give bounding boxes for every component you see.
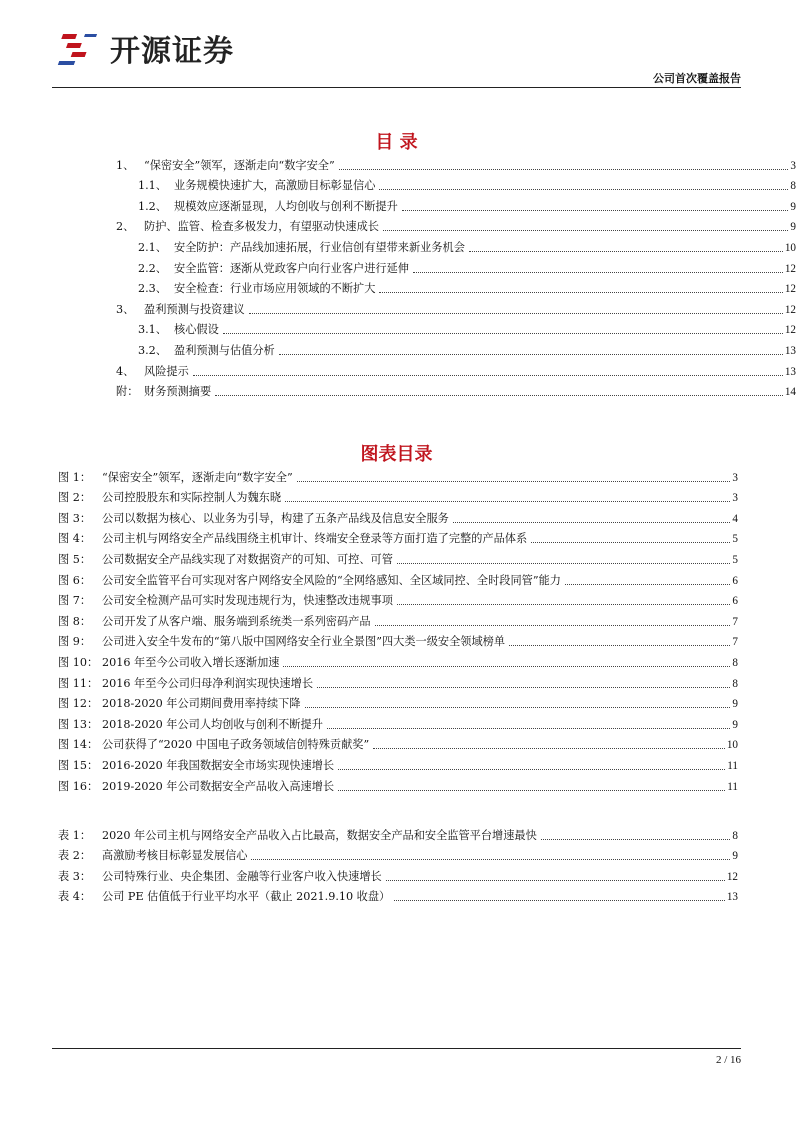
toc-entry[interactable] [116, 337, 796, 358]
entry-label [58, 532, 529, 546]
entry-number: 图 9： [58, 635, 92, 649]
entry-page: 5 [732, 553, 738, 566]
entry-label [116, 344, 277, 358]
entry-number: 图 13： [58, 717, 99, 731]
entry-page: 13 [784, 344, 796, 357]
entry-text: 安全监管：逐渐从党政客户向行业客户进行延伸 [174, 261, 409, 275]
entry-text: 防护、监管、检查多极发力，有望驱动快速成长 [144, 220, 379, 234]
entry-page: 8 [732, 656, 738, 669]
list-entry[interactable] [58, 485, 738, 506]
entry-text: 安全检查：行业市场应用领域的不断扩大 [174, 282, 376, 296]
entry-number: 4、 [116, 364, 135, 378]
table-list [58, 822, 738, 904]
entry-page: 11 [727, 780, 738, 793]
entry-text: 公司进入安全牛发布的“第八版中国网络安全行业全景图”四大类一级安全领域榜单 [102, 635, 506, 649]
entry-page: 10 [726, 739, 738, 752]
entry-label [116, 262, 411, 276]
entry-label [58, 829, 539, 843]
dot-leader [338, 790, 725, 791]
entry-label [58, 594, 395, 608]
dot-leader [223, 333, 783, 334]
dot-leader [565, 584, 730, 585]
entry-label [58, 471, 295, 485]
dot-leader [453, 522, 731, 523]
entry-label [116, 365, 191, 379]
entry-number: 图 8： [58, 614, 92, 628]
entry-page: 9 [790, 221, 796, 234]
dot-leader [383, 230, 788, 231]
entry-label [58, 718, 325, 732]
entry-page: 9 [732, 718, 738, 731]
dot-leader [386, 880, 725, 881]
dot-leader [541, 839, 731, 840]
entry-number: 图 11： [58, 676, 99, 690]
toc-entry[interactable] [116, 358, 796, 379]
dot-leader [469, 251, 783, 252]
list-entry[interactable] [58, 732, 738, 753]
list-entry[interactable] [58, 464, 738, 485]
entry-number: 3.1、 [138, 323, 167, 337]
entry-page: 4 [732, 512, 738, 525]
entry-page: 8 [732, 829, 738, 842]
dot-leader [379, 189, 788, 190]
entry-number: 1.1、 [138, 179, 167, 193]
list-entry[interactable] [58, 863, 738, 884]
entry-label [58, 890, 392, 904]
page-header [0, 0, 793, 90]
dot-leader [402, 210, 789, 211]
entry-text: 公司特殊行业、央企集团、金融等行业客户收入快速增长 [102, 869, 382, 883]
entry-text: “保密安全”领军，逐渐走向“数字安全” [144, 158, 335, 172]
toc-title: 目 录 [375, 132, 418, 153]
list-entry[interactable] [58, 608, 738, 629]
list-entry[interactable] [58, 884, 738, 905]
entry-number: 3.2、 [138, 343, 167, 357]
entry-label [58, 656, 281, 670]
entry-label [58, 615, 373, 629]
entry-text: 业务规模快速扩大，高激励目标彰显信心 [174, 179, 376, 193]
entry-label [58, 574, 563, 588]
dot-leader [413, 272, 783, 273]
entry-label [58, 553, 395, 567]
entry-number: 表 3： [58, 869, 92, 883]
entry-label [58, 780, 336, 794]
entry-page: 6 [732, 595, 738, 608]
list-entry[interactable] [58, 843, 738, 864]
dot-leader [509, 645, 730, 646]
entry-page: 3 [732, 471, 738, 484]
entry-text: 规模效应逐渐显现，人均创收与创利不断提升 [174, 199, 398, 213]
dot-leader [373, 748, 725, 749]
entry-number: 图 16： [58, 779, 99, 793]
entry-page: 9 [732, 698, 738, 711]
entry-page: 7 [732, 615, 738, 628]
brand-logo [62, 26, 234, 70]
entry-text: 2020 年公司主机与网络安全产品收入占比最高，数据安全产品和安全监管平台增速最快 [102, 828, 537, 842]
toc-entry[interactable] [116, 214, 796, 235]
dot-leader [297, 481, 731, 482]
entry-number: 表 2： [58, 849, 92, 863]
toc-entry[interactable] [116, 173, 796, 194]
entry-label [58, 677, 315, 691]
entry-text: 风险提示 [144, 364, 189, 378]
entry-page: 12 [784, 303, 796, 316]
toc-entry[interactable] [116, 255, 796, 276]
entry-number: 图 12： [58, 697, 99, 711]
entry-text: 财务预测摘要 [144, 385, 212, 399]
entry-number: 表 4： [58, 890, 92, 904]
entry-text: 2016-2020 年我国数据安全市场实现快速增长 [102, 758, 335, 772]
entry-number: 图 10： [58, 655, 99, 669]
list-entry[interactable] [58, 822, 738, 843]
entry-number: 图 1： [58, 470, 92, 484]
header-divider [52, 87, 741, 88]
entry-text: 公司控股股东和实际控制人为魏东晓 [102, 491, 282, 505]
list-entry[interactable] [58, 711, 738, 732]
dot-leader [397, 604, 731, 605]
entry-page: 14 [784, 386, 796, 399]
entry-label [116, 323, 221, 337]
entry-text: 公司主机与网络安全产品线围绕主机审计、终端安全登录等方面打造了完整的产品体系 [102, 532, 528, 546]
entry-number: 图 7： [58, 594, 92, 608]
entry-label [116, 241, 467, 255]
entry-text: 公司开发了从客户端、服务端到系统类一系列密码产品 [102, 614, 371, 628]
dot-leader [283, 666, 730, 667]
entry-page: 9 [790, 200, 796, 213]
entry-number: 1、 [116, 158, 135, 172]
entry-text: 安全防护：产品线加速拓展，行业信创有望带来新业务机会 [174, 240, 465, 254]
entry-number: 图 15： [58, 758, 99, 772]
entry-page: 9 [732, 850, 738, 863]
entry-text: 公司安全监管平台可实现对客户网络安全风险的“全网络感知、全区域同控、全时段同管”能力 [102, 573, 561, 587]
dot-leader [279, 354, 783, 355]
entry-text: 公司 PE 估值低于行业平均水平（截止 2021.9.10 收盘） [102, 890, 391, 904]
report-type: 公司首次覆盖报告 [653, 72, 741, 85]
entry-number: 图 14： [58, 738, 99, 752]
page-number: 2 / 16 [715, 1054, 741, 1066]
brand-logo-mark-icon [62, 26, 106, 70]
entry-label [58, 635, 507, 649]
dot-leader [215, 395, 783, 396]
entry-page: 10 [784, 241, 796, 254]
list-entry[interactable] [58, 526, 738, 547]
dot-leader [249, 313, 783, 314]
dot-leader [305, 707, 731, 708]
entry-number: 图 2： [58, 491, 92, 505]
entry-label [116, 282, 377, 296]
dot-leader [394, 900, 725, 901]
entry-text: 2016 年至今公司归母净利润实现快速增长 [102, 676, 314, 690]
dot-leader [317, 687, 730, 688]
dot-leader [531, 542, 730, 543]
toc-entry[interactable] [116, 379, 796, 400]
entry-number: 图 6： [58, 573, 92, 587]
list-entry[interactable] [58, 505, 738, 526]
entry-number: 2.3、 [138, 282, 167, 296]
dot-leader [375, 625, 731, 626]
list-entry[interactable] [58, 773, 738, 794]
toc-list [58, 152, 796, 399]
entry-label [58, 512, 451, 526]
entry-page: 11 [727, 759, 738, 772]
entry-label [58, 697, 303, 711]
list-entry[interactable] [58, 629, 738, 650]
entry-text: “保密安全”领军，逐渐走向“数字安全” [102, 470, 293, 484]
dot-leader [285, 501, 730, 502]
dot-leader [251, 859, 730, 860]
entry-text: 公司安全检测产品可实时发现违规行为，快速整改违规事项 [102, 594, 393, 608]
toc-entry[interactable] [116, 317, 796, 338]
figure-list [58, 464, 738, 794]
entry-page: 8 [790, 180, 796, 193]
entry-page: 12 [784, 324, 796, 337]
list-entry[interactable] [58, 670, 738, 691]
entry-text: 公司获得了“2020 中国电子政务领域信创特殊贡献奖” [102, 738, 370, 752]
footer-divider [52, 1048, 741, 1049]
dot-leader [338, 769, 725, 770]
dot-leader [193, 375, 783, 376]
entry-number: 1.2、 [138, 199, 167, 213]
entry-text: 2018-2020 年公司期间费用率持续下降 [102, 697, 301, 711]
brand-name: 开源证券 [110, 34, 234, 69]
entry-page: 6 [732, 574, 738, 587]
entry-page: 12 [726, 870, 738, 883]
entry-page: 12 [784, 283, 796, 296]
entry-label [116, 220, 381, 234]
toc-entry[interactable] [116, 296, 796, 317]
list-entry[interactable] [58, 546, 738, 567]
entry-label [116, 179, 377, 193]
entry-number: 图 3： [58, 511, 92, 525]
entry-page: 7 [732, 636, 738, 649]
list-entry[interactable] [58, 752, 738, 773]
entry-page: 8 [732, 677, 738, 690]
entry-number: 附： [116, 385, 139, 399]
entry-label [58, 491, 283, 505]
entry-number: 3、 [116, 302, 135, 316]
entry-text: 2018-2020 年公司人均创收与创利不断提升 [102, 717, 323, 731]
entry-page: 5 [732, 533, 738, 546]
entry-page: 3 [790, 159, 796, 172]
dot-leader [339, 169, 789, 170]
entry-text: 盈利预测与估值分析 [174, 343, 275, 357]
entry-number: 图 5： [58, 552, 92, 566]
list-entry[interactable] [58, 649, 738, 670]
dot-leader [397, 563, 731, 564]
entry-page: 13 [784, 365, 796, 378]
entry-text: 2016 年至今公司收入增长逐渐加速 [102, 655, 280, 669]
toc-entry[interactable] [116, 193, 796, 214]
entry-number: 2.2、 [138, 261, 167, 275]
list-entry[interactable] [58, 588, 738, 609]
entry-number: 表 1： [58, 828, 92, 842]
entry-label [58, 849, 249, 863]
list-entry[interactable] [58, 567, 738, 588]
toc-entry[interactable] [116, 152, 796, 173]
entry-text: 公司数据安全产品线实现了对数据资产的可知、可控、可管 [102, 552, 393, 566]
entry-text: 公司以数据为核心、以业务为引导，构建了五条产品线及信息安全服务 [102, 511, 449, 525]
toc-entry[interactable] [116, 276, 796, 297]
entry-number: 2、 [116, 220, 135, 234]
dot-leader [327, 728, 731, 729]
entry-label [116, 200, 400, 214]
list-entry[interactable] [58, 691, 738, 712]
figure-list-title: 图表目录 [360, 444, 433, 465]
entry-text: 2019-2020 年公司数据安全产品收入高速增长 [102, 779, 335, 793]
entry-text: 盈利预测与投资建议 [144, 302, 245, 316]
entry-label [116, 159, 337, 173]
entry-label [116, 385, 213, 399]
entry-text: 核心假设 [174, 323, 219, 337]
entry-page: 13 [726, 891, 738, 904]
entry-number: 图 4： [58, 532, 92, 546]
entry-number: 2.1、 [138, 240, 167, 254]
entry-page: 12 [784, 262, 796, 275]
entry-page: 3 [732, 492, 738, 505]
dot-leader [379, 292, 782, 293]
entry-label [58, 738, 371, 752]
entry-label [58, 759, 336, 773]
toc-entry[interactable] [116, 234, 796, 255]
entry-label [116, 303, 247, 317]
entry-text: 高激励考核目标彰显发展信心 [102, 849, 248, 863]
entry-label [58, 870, 384, 884]
